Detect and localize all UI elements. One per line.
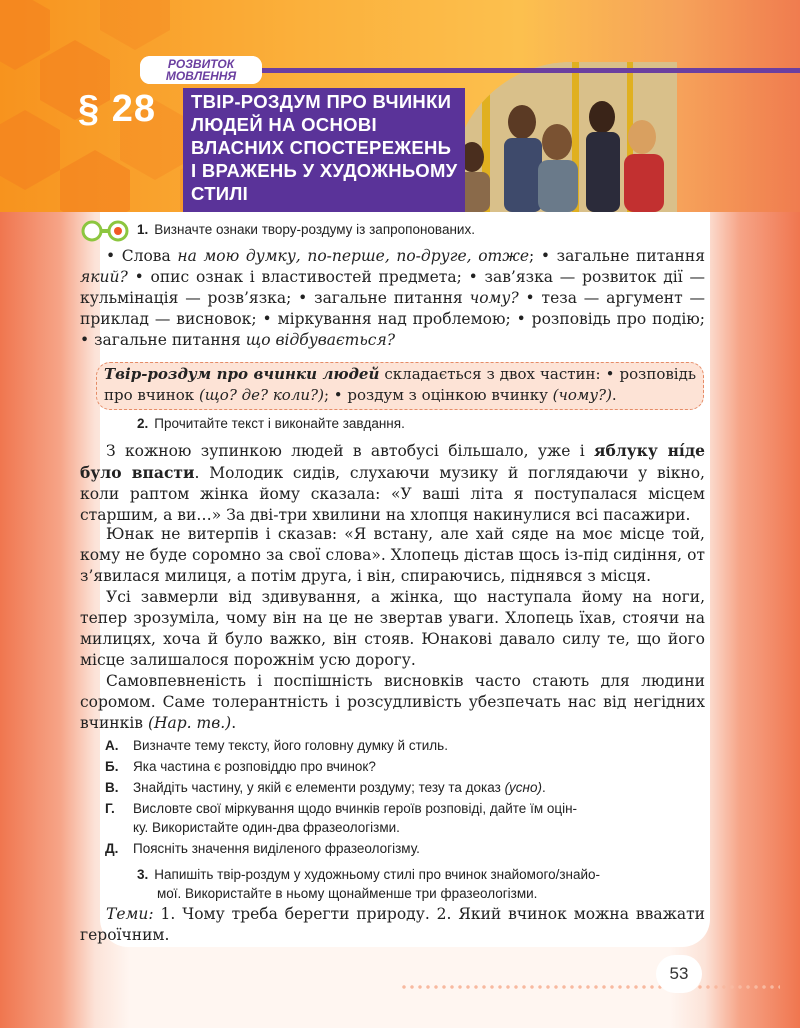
story-text: . Молодик сидів, слухаючи музику й поглядаючи у вікно, коли раптом жінка йому сказала: «У ваші літа я поступалася місцем старшим, а ви…» За дві-три хвилини на хлопця накинулися всі пасажири. — [80, 464, 705, 524]
option-text: що відбувається? — [245, 331, 396, 349]
question-b — [105, 757, 376, 776]
rule-question: (що? де? коли?) — [198, 386, 324, 404]
option-text: на мою думку, по-перше, по-друге, отже — [177, 247, 530, 265]
story-paragraph-2: Юнак не витерпів і сказав: «Я встану, але хай сяде на моє місце той, кому не буде соромно за свої слова». Хлопець дістав щось із-під сидіння, от з’явилася милиця, а потім друга, і він, спираючись, піднявся з місця. — [80, 525, 705, 585]
task-text: Прочитайте текст і виконайте завдання. — [154, 416, 405, 431]
task-number: 2. — [137, 416, 149, 431]
page-title: ТВІР-РОЗДУМ ПРО ВЧИНКИ ЛЮДЕЙ НА ОСНОВІ ВЛАСНИХ СПОСТЕРЕЖЕНЬ І ВРАЖЕНЬ У ХУДОЖНЬОМУ СТИЛІ — [191, 91, 458, 204]
title-box — [183, 88, 465, 212]
photo-illustration — [452, 62, 677, 212]
option-text: який? — [80, 268, 128, 286]
rule-part: . — [611, 386, 617, 404]
option-text: ; • загальне питання — [529, 247, 705, 265]
option-text: • опис ознак і властивостей предмета; • зав’язка — розвиток дії — кульмінація — розв’язка; • загальне питання — [80, 268, 705, 307]
task-text: мої. Використайте в ньому щонайменше три фразеологізми. — [157, 886, 538, 901]
option-text: Слова — [121, 247, 178, 265]
hexagon-decoration — [60, 150, 130, 212]
question-text: Поясніть значення виділеного фразеологізму. — [133, 841, 420, 856]
task-number: 1. — [137, 222, 149, 237]
story-text: Самовпевненість і поспішність висновків часто стають для людини соромом. Саме толерантність і розсудливість убезпечать нас від негідних вчинків — [80, 672, 705, 732]
story-paragraph-3: Усі завмерли від здивування, а жінка, що наступала йому на ноги, тепер зрозуміла, чому він на це не звертав уваги. Хлопець їхав, стоячи на милицях, хоча й було важко, він стояв. Юнакові давало силу те, що його місце залишалося порожнім усю дорогу. — [80, 588, 705, 669]
question-d — [105, 799, 577, 837]
question-letter: Г. — [105, 801, 115, 816]
question-note: (усно) — [504, 780, 542, 795]
task-text: Напишіть твір-роздум у художньому стилі про вчинок знайомого/знайо- — [154, 867, 601, 882]
question-letter: Б. — [105, 759, 119, 774]
rule-part: складається з двох частин: • розповідь про вчинок — [104, 365, 696, 404]
pair-work-icon — [80, 220, 132, 242]
source-note: (Нар. тв.) — [147, 714, 232, 732]
themes-text: 1. Чому треба берегти природу. 2. Який вчинок можна вважати героїчним. — [80, 905, 705, 944]
rule-text — [104, 364, 696, 406]
task-3 — [137, 865, 600, 903]
question-text: . — [542, 780, 546, 795]
bus-passengers-photo — [452, 62, 677, 212]
rule-term: Твір-роздум про вчинки людей — [104, 365, 380, 383]
rule-question: (чому?) — [552, 386, 612, 404]
rule-part: ; • роздум з оцінкою вчинку — [323, 386, 553, 404]
hexagon-decoration — [100, 0, 170, 50]
task-text: Визначте ознаки твору-роздуму із запропонованих. — [154, 222, 475, 237]
question-text: ку. Використайте один-два фразеологізми. — [133, 820, 400, 835]
themes-label: Теми: — [106, 905, 154, 923]
hexagon-decoration — [0, 110, 60, 190]
page-number: 53 — [656, 955, 702, 993]
question-c — [105, 778, 546, 797]
story-paragraph-4 — [80, 671, 705, 734]
task-number: 3. — [137, 867, 149, 882]
option-text: чому? — [469, 289, 519, 307]
chapter-header — [0, 0, 800, 212]
question-letter: В. — [105, 780, 119, 795]
task-1-options: • Слова на мою думку, по-перше, по-друге, отже; • загальне питання який? • опис ознак і властивостей предмета; • зав’язка — розвиток дії — кульмінація — розв’язка; • загальне питання чому? • теза — аргумент — приклад — висновок; • міркування над проблемою; • розповідь про подію; • загальне питання що відбувається? — [80, 247, 706, 349]
question-letter: А. — [105, 738, 119, 753]
question-text: Знайдіть частину, у якій є елементи роздуму; тезу та доказ — [133, 780, 505, 795]
section-tag — [140, 56, 262, 84]
header-rule — [262, 68, 800, 73]
question-a — [105, 736, 448, 755]
story-paragraph-1 — [80, 440, 705, 526]
section-tag-label: РОЗВИТОК МОВЛЕННЯ — [165, 57, 237, 83]
story-text: З кожною зупинкою людей в автобусі більшало, уже і — [106, 442, 595, 460]
task-2-heading — [137, 416, 405, 431]
essay-themes — [80, 904, 705, 946]
question-e — [105, 839, 420, 858]
task-1-heading — [137, 222, 475, 237]
decorative-dots — [400, 985, 780, 989]
highlighted-idiom: яблуку ні́де було впасти — [80, 441, 706, 482]
question-text: Висловте свої міркування щодо вчинків героїв розповіді, дайте їм оцін- — [133, 801, 578, 816]
option-text: • теза — аргумент — приклад — висновок; • міркування над проблемою; • розповідь про подію; • загальне питання — [80, 289, 706, 349]
question-letter: Д. — [105, 841, 119, 856]
story-text: . — [231, 714, 237, 732]
question-text: Яка частина є розповіддю про вчинок? — [133, 759, 376, 774]
question-text: Визначте тему тексту, його головну думку й стиль. — [133, 738, 448, 753]
section-number: § 28 — [78, 88, 156, 130]
